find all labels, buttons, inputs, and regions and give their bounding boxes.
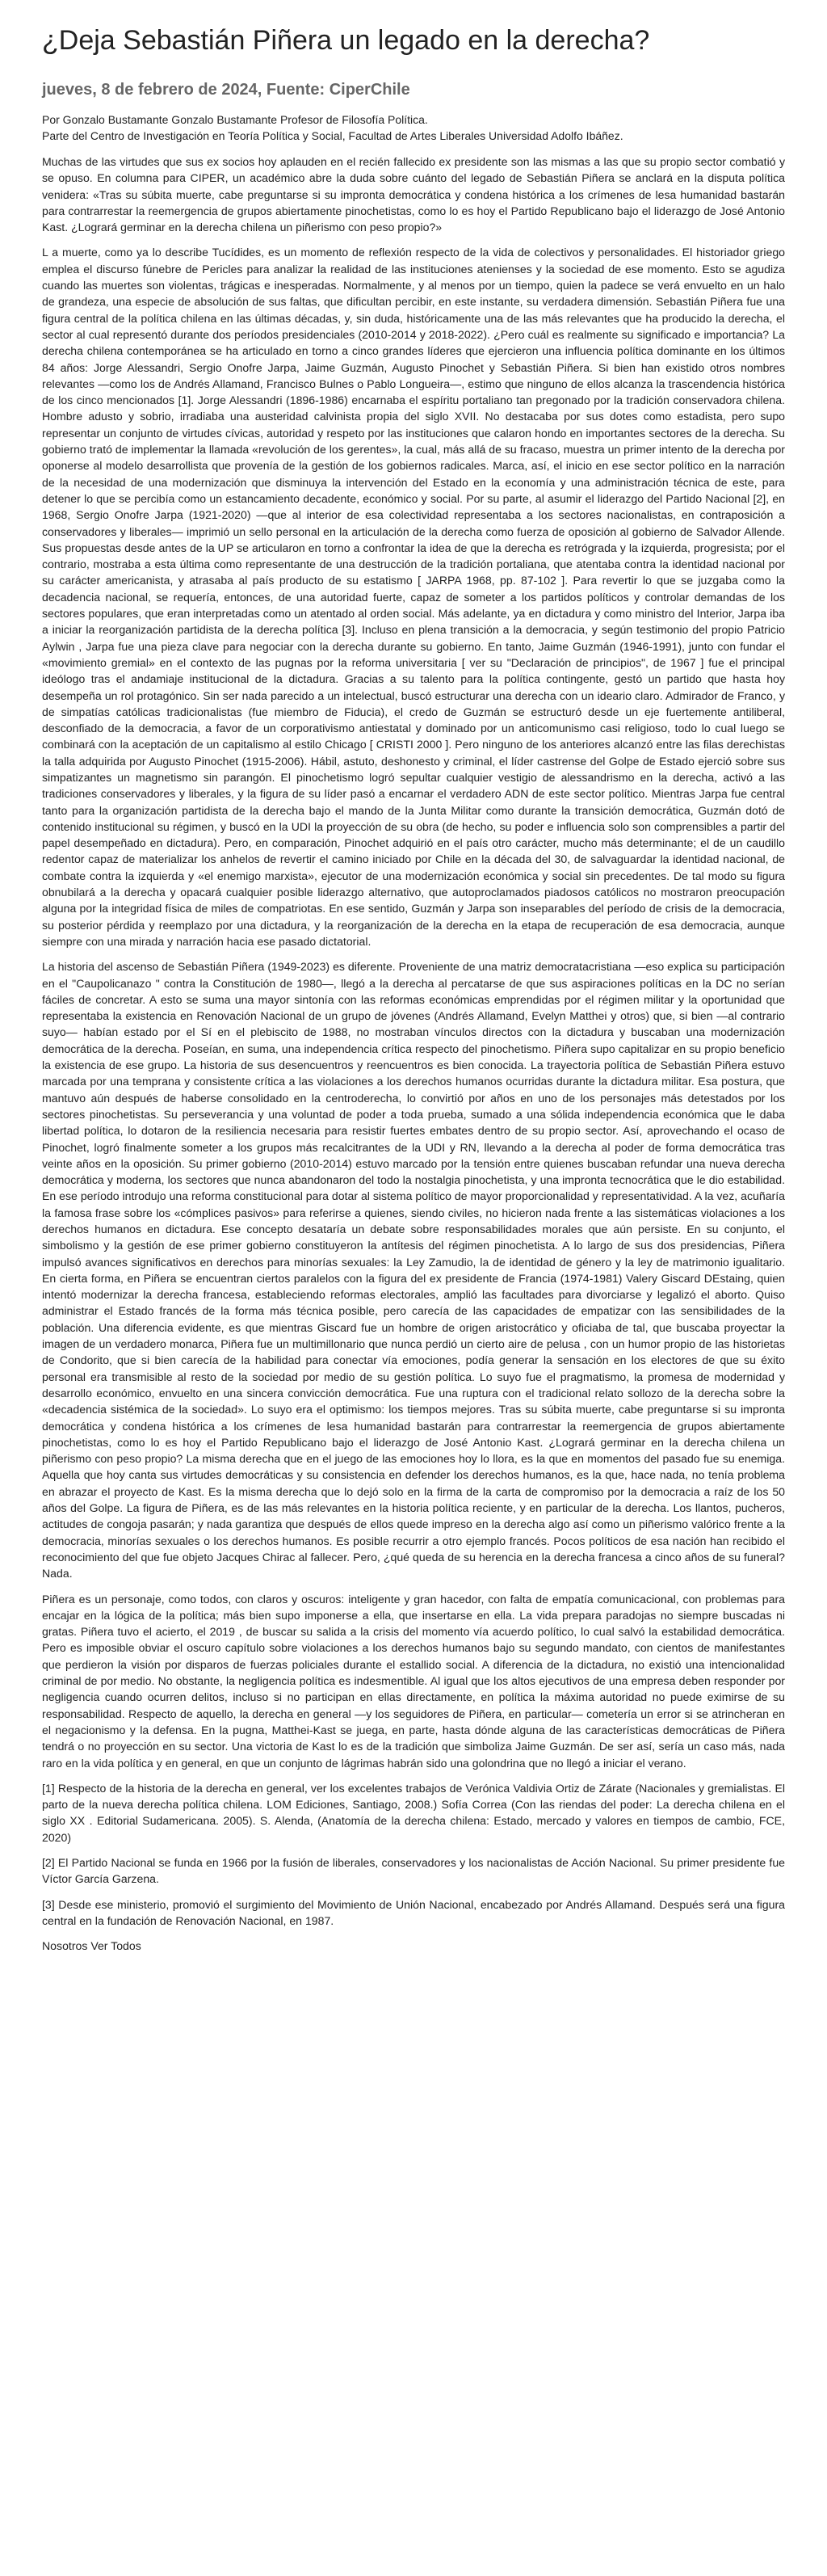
footnote: [1] Respecto de la historia de la derecha en general, ver los excelentes trabajos de Verónica Valdivia Ortiz de Zárate (Nacionales y gremialistas. El parto de la nueva derecha política chilena. LOM Ediciones, Santiago, 2008.) Sofía Correa (Con las riendas del poder: La derecha chilena en el siglo XX . Editorial Sudamericana. 2005). S. Alenda, (Anatomía de la derecha chilena: Estado, mercado y valores en tiempos de cambio, FCE, 2020) (42, 1781, 785, 1844)
footer-links (42, 1938, 785, 1954)
footnotes (42, 1780, 785, 1929)
article-body (42, 154, 785, 1771)
footnote: [3] Desde ese ministerio, promovió el surgimiento del Movimiento de Unión Nacional, encabezado por Andrés Allamand. Después será una figura central en la fundación de Renovación Nacional, en 1987. (42, 1897, 785, 1927)
ver-todos-link[interactable]: Ver Todos (90, 1939, 141, 1953)
affiliation-line: Parte del Centro de Investigación en Teoría Política y Social, Facultad de Artes Liberales Universidad Adolfo Ibáñez. (42, 129, 623, 142)
article-paragraph: La historia del ascenso de Sebastián Piñera (1949-2023) es diferente. Proveniente de una matriz democratacristiana —eso explica su participación en el "Caupolicanazo " contra la Constitución de 1980—, llegó a la derecha al percatarse de que sus aspiraciones políticas en la DC no serían fáciles de concretar. A esto se suma una mayor sintonía con las reformas económicas emprendidas por el régimen militar y la oportunidad que representaba la existencia en Renovación Nacional de un grupo de jóvenes (Andrés Allamand, Evelyn Matthei y otros) que, si bien —al contrario suyo— habían estado por el Sí en el plebiscito de 1988, no mostraban vínculos directos con la dictadura y buscaban una modernización democrática de la derecha. Poseían, en suma, una independencia crítica respecto del pinochetismo. Piñera supo capitalizar en su propio beneficio la existencia de ese grupo. La historia de sus desencuentros y reencuentros es bien conocida. La trayectoria política de Sebastián Piñera estuvo marcada por una temprana y consistente crítica a las violaciones a los derechos humanos ocurridas durante la dictadura militar. Esa postura, que mantuvo aún después de haberse consolidado en la centroderecha, lo convirtió por años en uno de los personajes más detestados por los sectores pinochetistas. Su perseverancia y una voluntad de poder a toda prueba, sumado a una sólida independencia económica que le daba libertad política, lo dotaron de la resiliencia necesaria para resistir fuertes embates dentro de su propio sector. Así, aprovechando el ocaso de Pinochet, logró finalmente someter a los grupos más recalcitrantes de la UDI y RN, llevando a la derecha al poder de forma democrática tras veinte años en la oposición. Su primer gobierno (2010-2014) estuvo marcado por la tensión entre quienes buscaban refundar una nueva derecha democrática y moderna, los sectores que nunca abandonaron del todo la nostalgia pinochetista, y una impronta tecnocrática que le dio estabilidad. En ese período introdujo una reforma constitucional para dotar al sistema político de mayor proporcionalidad y representatividad. A la vez, acuñaría la famosa frase sobre los «cómplices pasivos» para referirse a quienes, siendo civiles, no hicieron nada frente a las sistemáticas violaciones a los derechos humanos en dictadura. Ese concepto desataría un debate sobre responsabilidades morales que aún persiste. En su conjunto, el simbolismo y la gestión de ese primer gobierno constituyeron la antítesis del régimen pinochetista. A lo largo de sus dos presidencias, Piñera impulsó avances significativos en derechos para minorías sexuales: la Ley Zamudio, la de identidad de género y la ley de matrimonio igualitario. En cierta forma, en Piñera se encuentran ciertos paralelos con la figura del ex presidente de Francia (1974-1981) Valery Giscard DEstaing, quien intentó modernizar la derecha francesa, estableciendo reformas electorales, amplió las facultades para divorciarse y legalizó el aborto. Quiso administrar el Estado francés de la forma más técnica posible, pero carecía de las capacidades de empatizar con las sensibilidades de la población. Una diferencia evidente, es que mientras Giscard fue un hombre de origen aristocrático y oficiaba de tal, que buscaba proyectar la imagen de un verdadero monarca, Piñera fue un multimillonario que nunca perdió un cierto aire de pelusa , con un humor propio de las historietas de Condorito, que si bien carecía de la habilidad para conectar vía emociones, podía generar la sensación en los electores de que su éxito personal era transmisible al resto de la sociedad por medio de su gestión política. Lo suyo fue el pragmatismo, la promesa de modernidad y desarrollo económico, envuelto en una sincera convicción democrática. Fue una ruptura con el tradicional relato sollozo de la derecha sobre la «decadencia sistémica de la sociedad». Lo suyo era el optimismo: los tiempos mejores. Tras su súbita muerte, cabe preguntarse si su impronta democrática y condena histórica a los crímenes de lesa humanidad bastarán para contrarrestar la reemergencia de grupos abiertamente pinochetistas, como lo es hoy el Partido Republicano bajo el liderazgo de José Antonio Kast. ¿Logrará germinar en la derecha chilena un piñerismo con peso propio? La misma derecha que en el juego de las emociones hoy lo llora, es la que en momentos del pasado fue su enemiga. Aquella que hoy canta sus virtudes democráticas y su consistencia en defender los derechos humanos, es la que, hace nada, no tenía problema en abrazar el proyecto de Kast. Es la misma derecha que lo dejó solo en la firma de la carta de compromiso por la democracia a raíz de los 50 años del Golpe. La figura de Piñera, es de las más relevantes en la historia política reciente, y en particular de la derecha. Los llantos, pucheros, actitudes de congoja pasarán; y nada garantiza que después de ellos quede impreso en la derecha algo así como un piñerismo valórico frente a la democracia, minorías sexuales o los derechos humanos. Es posible recurrir a otro ejemplo francés. Pocos políticos de esa nación han recibido el reconocimiento del que fue objeto Jacques Chirac al fallecer. Pero, ¿qué queda de su herencia en la derecha francesa a cinco años de su funeral? Nada. (42, 960, 785, 1581)
byline (42, 112, 785, 144)
article-paragraph: Piñera es un personaje, como todos, con claros y oscuros: inteligente y gran hacedor, con falta de empatía comunicacional, con problemas para encajar en la lógica de la política; más bien supo imponerse a ella, que insertarse en ella. La vida prepara paradojas no siempre buscadas ni gratas. Piñera tuvo el acierto, el 2019 , de buscar su salida a la crisis del momento vía acuerdo político, lo cual salvó la estabilidad democrática. Pero es imposible obviar el oscuro capítulo sobre violaciones a los derechos humanos bajo su segundo mandato, con cientos de manifestantes que perdieron la visión por disparos de fuerzas policiales durante el estallido social. A diferencia de la dictadura, no existió una intencionalidad criminal de por medio. No obstante, la negligencia política es indesmentible. Al igual que los altos ejecutivos de una empresa deben responder por negligencia cuando ocurren delitos, incluso si no participan en ellas directamente, en política la máxima autoridad no puede eximirse de su responsabilidad. Respecto de aquello, la derecha en general —y los seguidores de Piñera, en particular— cometería un error si se atrincheran en el negacionismo y la defensa. En la pugna, Matthei-Kast se juega, en parte, hasta dónde alguna de las características democráticas de Piñera tendrá o no proyección en su sector. Una victoria de Kast lo es de la tradición que simboliza Jaime Guzmán. De ser así, sería un caso más, nada raro en la vida política y en general, en que un conjunto de lágrimas habrán sido una golondrina que no llegó a iniciar el verano. (42, 1592, 785, 1770)
article-dateline: jueves, 8 de febrero de 2024, Fuente: CiperChile (42, 81, 410, 99)
article-paragraph: Muchas de las virtudes que sus ex socios hoy aplauden en el recién fallecido ex presidente son las mismas a las que su propio sector combatió y se opuso. En columna para CIPER, un académico abre la duda sobre cuánto del legado de Sebastián Piñera se anclará en la disputa política venidera: «Tras su súbita muerte, cabe preguntarse si su impronta democrática y condena histórica a los crímenes de lesa humanidad bastarán para contrarrestar la reemergencia de grupos abiertamente pinochetistas, como lo es hoy el Partido Republicano bajo el liderazgo de José Antonio Kast. ¿Logrará germinar en la derecha chilena un piñerismo con peso propio?» (42, 155, 785, 234)
nosotros-link[interactable]: Nosotros (42, 1939, 88, 1953)
author-line: Por Gonzalo Bustamante Gonzalo Bustamante Profesor de Filosofía Política. (42, 113, 428, 126)
footnote: [2] El Partido Nacional se funda en 1966 por la fusión de liberales, conservadores y los nacionalistas de Acción Nacional. Su primer presidente fue Víctor García Garzena. (42, 1855, 785, 1886)
article-paragraph: L a muerte, como ya lo describe Tucídides, es un momento de reflexión respecto de la vida de colectivos y personalidades. El historiador griego emplea el discurso fúnebre de Pericles para analizar la realidad de las instituciones atenienses y la sociedad de ese momento. Esto se agudiza cuando las muertes son violentas, trágicas e inesperadas. Normalmente, y al menos por un tiempo, quien la padece se verá envuelto en un halo de grandeza, una especie de absolución de sus faltas, que dificultan percibir, en este instante, su verdadera dimensión. Sebastián Piñera fue una figura central de la política chilena en las últimas décadas, y, sin duda, históricamente una de las más relevantes que ha producido la derecha, el sector al cual representó durante dos períodos presidenciales (2010-2014 y 2018-2022). ¿Pero cuál es realmente su significado e importancia? La derecha chilena contemporánea se ha articulado en torno a cinco grandes líderes que ejercieron una influencia política dominante en los últimos 84 años: Jorge Alessandri, Sergio Onofre Jarpa, Jaime Guzmán, Augusto Pinochet y Sebastián Piñera. Si bien han existido otros nombres relevantes —como los de Andrés Allamand, Francisco Bulnes o Pablo Longueira—, estimo que ninguno de ellos alcanza la trascendencia histórica de los cinco mencionados [1]. Jorge Alessandri (1896-1986) encarnaba el espíritu portaliano tan pregonado por la tradición conservadora chilena. Hombre adusto y sobrio, irradiaba una austeridad calvinista propia del siglo XVII. No destacaba por sus dotes como estadista, pero supo representar un conjunto de virtudes cívicas, autoridad y respeto por las instituciones que calaron hondo en importantes sectores de la derecha. Su gobierno trató de implementar la llamada «revolución de los gerentes», la cual, más allá de su fracaso, muestra un primer intento de la derecha por oponerse al modelo desarrollista que provenía de la gestión de los gobiernos radicales. Marca, así, el inicio en ese sector político en la narración de la necesidad de una modernización que disminuya la intervención del Estado en la economía y una administración técnica de este, para detener lo que se percibía como un estancamiento decadente, económico y social. Por su parte, al asumir el liderazgo del Partido Nacional [2], en 1968, Sergio Onofre Jarpa (1921-2020) —que al interior de esa colectividad representaba a los sectores nacionalistas, en contraposición a conservadores y liberales— imprimió un sello personal en la articulación de la derecha como fuerza de oposición al gobierno de Salvador Allende. Sus propuestas desde antes de la UP se articularon en torno a confrontar la idea de que la derecha es retrógrada y la izquierda, progresista; por el contrario, mostraba a esta última como representante de una destrucción de la tradición portaliana, que atentaba contra la identidad nacional por su carácter americanista, y atrasaba al país producto de su estatismo [ JARPA 1968, pp. 87-102 ]. Para revertir lo que se juzgaba como la decadencia nacional, se requería, entonces, de una autoridad fuerte, capaz de someter a los partidos políticos y controlar demandas de los sectores populares, que eran interpretadas como un atentado al orden social. Más adelante, ya en dictadura y como ministro del Interior, Jarpa iba a iniciar la reorganización partidista de la derecha política [3]. Incluso en plena transición a la democracia, y según testimonio del propio Patricio Aylwin , Jarpa fue una pieza clave para negociar con la derecha durante su gobierno. En tanto, Jaime Guzmán (1946-1991), junto con fundar el «movimiento gremial» en el contexto de las pugnas por la reforma universitaria [ ver su "Declaración de principios", de 1967 ] fue el principal ideólogo tras el andamiaje institucional de la dictadura. Gracias a su talento para la política contingente, gestó un partido que hasta hoy desempeña un rol protagónico. Sin ser nada parecido a un intelectual, buscó estructurar una derecha con un ideario claro. Admirador de Franco, y de simpatías católicas tradicionalistas (fue miembro de Fiducia), el credo de Guzmán se estructuró desde un eje fuertemente antiliberal, desconfiado de la democracia, a favor de un corporativismo antiestatal y dominado por un anticomunismo casi religioso, todo lo cual luego se combinará con la aceptación de un capitalismo al estilo Chicago [ CRISTI 2000 ]. Pero ninguno de los anteriores alcanzó entre las filas derechistas la talla adquirida por Augusto Pinochet (1915-2006). Hábil, astuto, deshonesto y criminal, el líder castrense del Golpe de Estado ejerció sobre sus simpatizantes un magnetismo sin parangón. El pinochetismo logró sepultar cualquier vestigio de alessandrismo en la derecha, activó a las tradiciones conservadores y liberales, y la figura de su líder pasó a encarnar el verdadero ADN de este sector político. Mientras Jarpa fue central tanto para la organización partidista de la derecha bajo el mando de la Junta Militar como durante la transición democrática, Guzmán dotó de contenido institucional su régimen, y buscó en la UDI la proyección de su obra (de hecho, su poder e influencia solo son comprensibles a partir del papel desempeñado en dictadura). Pero, en comparación, Pinochet adquirió en el país otro carácter, mucho más determinante; el de un caudillo redentor capaz de materializar los anhelos de revertir el camino iniciado por Chile en la década del 30, de salvaguardar la identidad nacional, de combate contra la izquierda y «el enemigo marxista», ejecutor de una modernización económica y social sin precedentes. De tal modo su figura obnubilará a la derecha y opacará cualquier posible liderazgo alternativo, que autoproclamados piadosos católicos no mostraron preocupación alguna por la integridad física de miles de compatriotas. En ese sentido, Guzmán y Jarpa son inseparables del período de crisis de la democracia, su posterior pérdida y reemplazo por una dictadura, y la reorganización de la derecha en la etapa de recuperación de esa democracia, aunque siempre con una mirada y narración hacia ese pasado dictatorial. (42, 246, 785, 948)
article-title: ¿Deja Sebastián Piñera un legado en la derecha? (42, 25, 650, 56)
